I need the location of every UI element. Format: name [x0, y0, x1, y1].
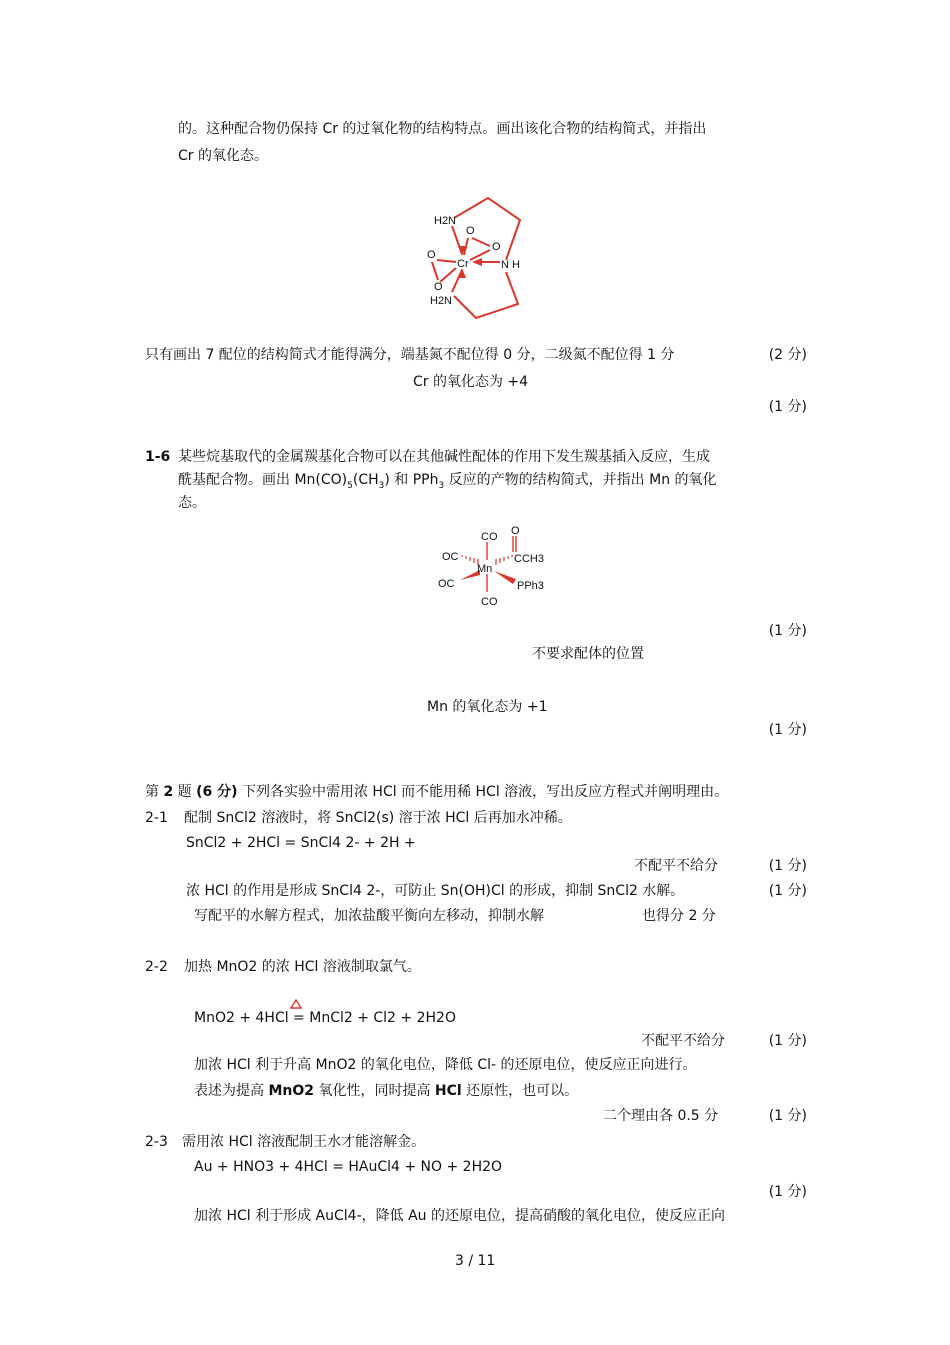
q1-5-line2: Cr 的氧化态。 [178, 148, 268, 164]
mn-hash-wedge-left [462, 555, 478, 565]
cr-o-label: O [492, 241, 501, 253]
q2-title: 第 2 题 (6 分) 下列各实验中需用浓 HCl 而不能用稀 HCl 溶液，写出反应方程式并阐明理由。 [145, 784, 729, 800]
mn-oc-upper-label: OC [442, 551, 459, 563]
mn-pph3-label: PPh3 [517, 580, 544, 592]
q2-3-reason: 加浓 HCl 利于形成 AuCl4-，降低 Au 的还原电位，提高硝酸的氧化电位，使反应正向 [194, 1208, 725, 1224]
q1-6-structure-score: (1 分) [768, 623, 807, 639]
q1-5-note-score: (2 分) [768, 347, 807, 363]
cr-o-bond [437, 260, 456, 262]
q2-3-score1: (1 分) [768, 1184, 807, 1200]
q2-2-equation: MnO2 + 4HCl = MnCl2 + Cl2 + 2H2O [194, 1010, 456, 1026]
q1-5-note: 只有画出 7 配位的结构简式才能得满分，端基氮不配位得 0 分，二级氮不配位得 1 分 [145, 347, 675, 363]
q2-1-alt: 写配平的水解方程式，加浓盐酸平衡向左移动，抑制水解 [194, 908, 544, 924]
mn-oc-lower-label: OC [438, 578, 455, 590]
cr-o-label: O [434, 281, 443, 293]
q2-1-score1: (1 分) [768, 858, 807, 874]
mn-co-top-label: CO [481, 531, 498, 543]
page-number: 3 / 11 [455, 1253, 496, 1269]
cr-o-bond [470, 250, 490, 260]
cr-h2n-top-label: H2N [434, 215, 457, 227]
cr-h2n-bottom-label: H2N [430, 295, 453, 307]
mn-co-bottom-label: CO [481, 596, 498, 608]
q2-3-number: 2-3 [145, 1134, 168, 1150]
cr-o-label: O [466, 225, 475, 237]
q2-3-equation: Au + HNO3 + 4HCl = HAuCl4 + NO + 2H2O [194, 1159, 503, 1175]
q2-1-equation: SnCl2 + 2HCl = SnCl4 2- + 2H + [186, 835, 416, 851]
cr-complex-structure [410, 190, 550, 330]
q2-3-text: 需用浓 HCl 溶液配制王水才能溶解金。 [182, 1134, 426, 1150]
q1-6-note: 不要求配体的位置 [532, 646, 644, 662]
q1-6-line1: 某些烷基取代的金属羰基化合物可以在其他碱性配体的作用下发生羰基插入反应，生成 [178, 449, 710, 465]
q2-2-alt: 表述为提高 MnO2 氧化性，同时提高 HCl 还原性，也可以。 [194, 1083, 579, 1099]
q1-6-line2: 酰基配合物。画出 $Mn(CO)_5(CH_3)$ 和 PPh$_3$ 反应的产物的结构简式，并指出 Mn 的氧化 [178, 472, 717, 491]
mn-complex-structure [430, 522, 560, 612]
q1-6-ox-score: (1 分) [768, 722, 807, 738]
heat-triangle-icon [290, 999, 302, 1009]
q2-2-reasons-note: 二个理由各 0.5 分 [603, 1108, 719, 1124]
cr-lower-chelate-ring [454, 272, 518, 318]
mn-hash-wedge-right [496, 555, 512, 565]
cr-o-label: O [427, 249, 436, 261]
q1-6-line3: 态。 [178, 495, 206, 511]
q2-2-score1: (1 分) [768, 1033, 807, 1049]
q2-1-number: 2-1 [145, 810, 168, 826]
q2-2-score2: (1 分) [768, 1108, 807, 1124]
cr-peroxo-left-bond [432, 262, 438, 280]
q2-1-reason: 浓 HCl 的作用是形成 SnCl4 2-，可防止 Sn(OH)Cl 的形成，抑制 SnCl2 水解。 [186, 883, 685, 899]
q1-6-ox-state: Mn 的氧化态为 +1 [427, 699, 548, 715]
q1-6-number: 1-6 [145, 449, 171, 465]
mn-o-acyl-label: O [511, 525, 520, 537]
q1-5-ox-state: Cr 的氧化态为 +4 [413, 374, 529, 390]
cr-o-bond [440, 268, 456, 282]
cr-metal-label: Cr [457, 258, 469, 270]
q2-1-unbalanced-note: 不配平不给分 [634, 858, 718, 874]
mn-cch3-label: CCH3 [514, 553, 544, 565]
q2-2-text: 加热 MnO2 的浓 HCl 溶液制取氯气。 [184, 959, 421, 975]
cr-peroxo-top-bond [472, 238, 490, 246]
cr-nh-label: N H [501, 259, 520, 271]
mn-metal-label: Mn [477, 563, 493, 575]
q2-2-reason: 加浓 HCl 利于升高 MnO2 的氧化电位，降低 Cl- 的还原电位，使反应正向进行。 [194, 1057, 697, 1073]
q2-1-text: 配制 SnCl2 溶液时，将 SnCl2(s) 溶于浓 HCl 后再加水冲稀。 [184, 810, 572, 826]
q2-2-number: 2-2 [145, 959, 168, 975]
q2-1-alt-score: 也得分 2 分 [642, 908, 716, 924]
q1-5-ox-score: (1 分) [768, 399, 807, 415]
q1-5-line1: 的。这种配合物仍保持 Cr 的过氧化物的结构特点。画出该化合物的结构简式，并指出 [178, 121, 707, 137]
q2-1-score2: (1 分) [768, 883, 807, 899]
q2-2-unbalanced-note: 不配平不给分 [641, 1033, 725, 1049]
mn-solid-wedge-right [494, 571, 516, 584]
